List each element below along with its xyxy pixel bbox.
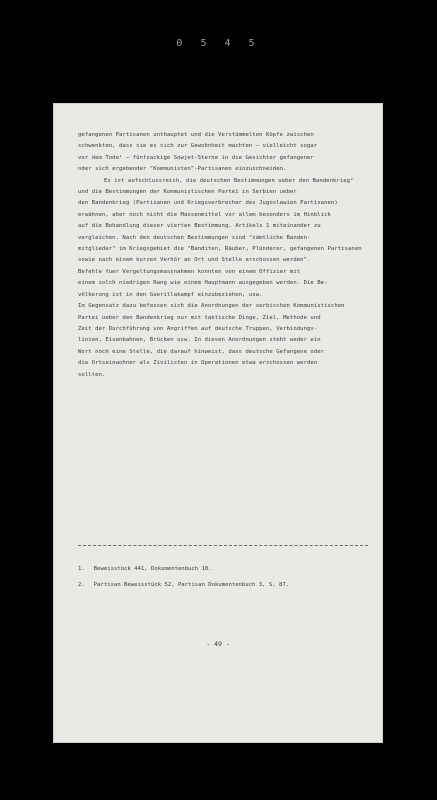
body-line: und die Bestimmungen der Kommunistischen Partei in Serbien ueber [78,189,297,196]
footnote-item [78,561,368,577]
archive-folio-number: 0 5 4 5 [176,38,261,49]
body-line: Im Gegensatz dazu befassen sich die Anordnungen der serbischen Kommunistischen [78,303,345,310]
body-line: schwenkten, dass sie es sich zur Gewohnheit machten – vielleicht sogar [78,143,318,150]
page-number: - 49 - [206,640,230,648]
body-line: gefangenen Partisanen unthauptet und die Verstümmelten Köpfe zwischen [78,132,314,138]
body-line: einem solch niedrigen Rang wie einem Hauptmann ausgegeben werden. Die Be- [78,280,328,287]
body-line: Partei ueber den Bandenkrieg nur mit taktische Dinge, Ziel, Methode und [78,314,321,321]
body-line: Zeit der Durchführung von Angriffen auf deutsche Truppen, Verbindungs- [78,325,318,332]
body-line: den Bandenkrieg (Partisanen und Kriegsverbrecher des Jugoslawien Partisanen) [78,200,338,207]
body-line: vergleichen. Nach den deutschen Bestimmungen sind "sämtliche Banden- [78,234,311,241]
body-line: auf die Behandlung dieser vierten Bestimmung, Artikels 1 miteinander zu [78,223,321,230]
footnote-text: Partisan Beweisstück 52, Partisan Dokumentenbuch 3, S. 87. [93,582,290,588]
body-line: Es ist aufschlussreich, die deutschen Bestimmungen ueber den Bandenkrieg² [104,177,354,184]
body-line: erwähnen, aber noch nicht die Massenmittel vor allem besonders im Hinblick [78,211,331,218]
body-text [78,130,368,381]
footnote-text: Beweisstück 441, Dokumentenbuch 10. [93,566,212,572]
body-line: Wort noch eine Stelle, die darauf hinweist, dass deutsche Gefangene oder [78,348,325,355]
body-line: völkerung ist in den Guerillakampf einzubeziehen, usw. [78,291,263,298]
body-line: sowie nach einem kurzen Verhör an Ort und Stelle erschossen werden". [78,257,311,264]
body-line: die Ortseinwohner als Zivilisten in Operationen etwa erschossen werden [78,360,318,367]
body-line: sollten. [78,371,106,378]
body-line: linien, Eisenbahnen, Brücken usw. In diesen Anordnungen steht weder ein [78,337,321,344]
footnote-item [78,577,368,593]
document-page [53,103,383,743]
footnotes [78,561,368,593]
body-line: oder sich ergebender "Kommunisten"-Partisanen einzuschneiden. [78,166,287,173]
body-line: Befehle fuer Vergeltungsmassnahmen konnten von einem Offizier mit [78,268,301,275]
body-line: mitglieder" im Kriegsgebiet die "Banditen, Räuber, Plünderer, gefangenen Partisanen [78,246,362,253]
footnote-number: 1. [78,566,85,572]
body-line: vor dem Tode¹ – fünfzackige Sowjet-Sterne in die Gesichter gefangener [78,154,314,161]
footnote-divider [78,545,368,546]
footnote-number: 2. [78,582,85,588]
